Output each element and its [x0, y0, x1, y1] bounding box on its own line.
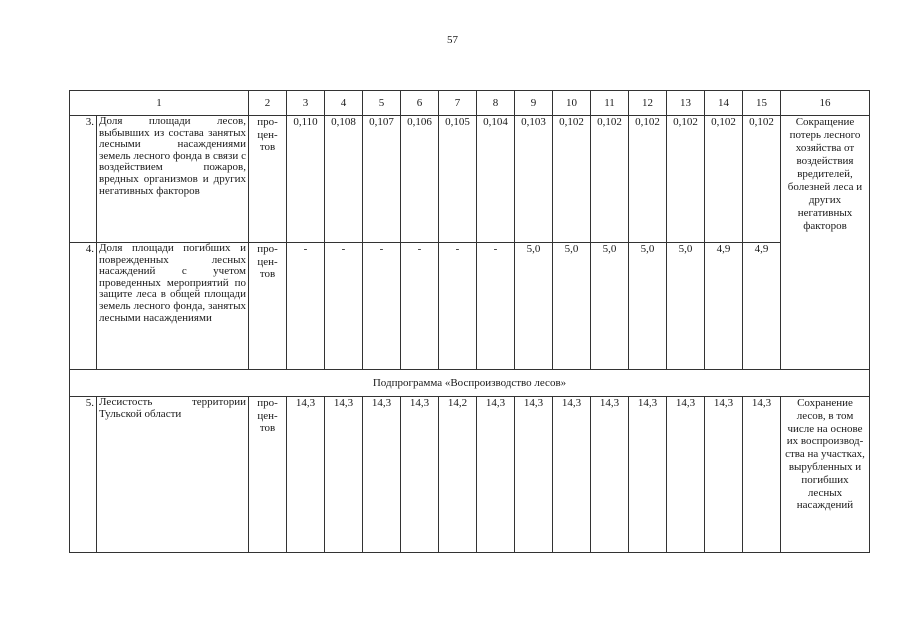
header-cell: 16 [781, 91, 870, 116]
unit-text: цен- [257, 409, 278, 422]
header-cell: 15 [743, 91, 781, 116]
table-row [70, 397, 870, 553]
value-cell: 0,104 [477, 116, 515, 243]
header-cell: 2 [249, 91, 287, 116]
unit-text: тов [259, 141, 276, 153]
value-cell: 5,0 [515, 243, 553, 370]
header-cell: 3 [287, 91, 325, 116]
value-cell: 14,3 [629, 397, 667, 553]
header-cell: 14 [705, 91, 743, 116]
table-row [70, 243, 870, 370]
value-cell: 5,0 [553, 243, 591, 370]
row-number: 5. [70, 397, 97, 553]
value-cell: 14,3 [325, 397, 363, 553]
note-cell: Сокращение потерь лесного хозяйства от воздействия вредителей, болезней леса и других негативных факторов [781, 116, 870, 370]
header-cell: 8 [477, 91, 515, 116]
value-cell: 14,3 [287, 397, 325, 553]
value-cell: 14,3 [553, 397, 591, 553]
value-cell: 0,107 [363, 116, 401, 243]
value-cell: 0,102 [591, 116, 629, 243]
table-row [70, 116, 870, 243]
header-cell: 11 [591, 91, 629, 116]
value-cell: 5,0 [591, 243, 629, 370]
value-cell: - [401, 243, 439, 370]
unit-text: про- [257, 116, 278, 128]
value-cell: 0,106 [401, 116, 439, 243]
unit-text: цен- [257, 128, 278, 141]
header-cell: 4 [325, 91, 363, 116]
value-cell: 14,3 [667, 397, 705, 553]
indicator-description: Доля площади лесов, выбывших из состава занятых лесными насаждениями земель лесного фонда в связи с воздействием пожаров, вредных организмов и других негативных факторов [97, 116, 249, 243]
header-row [70, 91, 870, 116]
value-cell: 0,105 [439, 116, 477, 243]
value-cell: 0,102 [629, 116, 667, 243]
value-cell: 14,3 [743, 397, 781, 553]
header-cell: 10 [553, 91, 591, 116]
value-cell: 14,2 [439, 397, 477, 553]
header-cell: 13 [667, 91, 705, 116]
indicator-description: Доля площади погибших и поврежденных лесных насаждений с учетом проведенных мероприятий по защите леса в общей площади земель лесного фонда, занятых лесными насаждениями [97, 243, 249, 370]
indicators-table [69, 90, 870, 553]
unit-cell [249, 116, 287, 243]
value-cell: 14,3 [705, 397, 743, 553]
value-cell: 0,102 [743, 116, 781, 243]
unit-text: цен- [257, 255, 278, 268]
subprogram-title: Подпрограмма «Воспроизводство лесов» [70, 370, 870, 397]
value-cell: 4,9 [705, 243, 743, 370]
value-cell: 14,3 [363, 397, 401, 553]
value-cell: 0,110 [287, 116, 325, 243]
header-cell: 9 [515, 91, 553, 116]
value-cell: 4,9 [743, 243, 781, 370]
page-number: 57 [447, 34, 458, 46]
unit-text: тов [259, 422, 276, 434]
value-cell: 0,103 [515, 116, 553, 243]
unit-cell [249, 243, 287, 370]
unit-text: тов [259, 268, 276, 280]
row-number: 3. [70, 116, 97, 243]
header-cell: 1 [70, 91, 249, 116]
header-cell: 6 [401, 91, 439, 116]
unit-cell [249, 397, 287, 553]
value-cell: 14,3 [401, 397, 439, 553]
row-number: 4. [70, 243, 97, 370]
value-cell: 5,0 [667, 243, 705, 370]
value-cell: 0,102 [705, 116, 743, 243]
indicator-description: Лесистость территории Тульской области [97, 397, 249, 553]
header-cell: 5 [363, 91, 401, 116]
value-cell: 0,102 [553, 116, 591, 243]
value-cell: - [439, 243, 477, 370]
value-cell: 14,3 [477, 397, 515, 553]
value-cell: 5,0 [629, 243, 667, 370]
header-cell: 7 [439, 91, 477, 116]
unit-text: про- [257, 397, 278, 409]
subprogram-row [70, 370, 870, 397]
value-cell: 14,3 [591, 397, 629, 553]
value-cell: 0,108 [325, 116, 363, 243]
value-cell: - [287, 243, 325, 370]
value-cell: 0,102 [667, 116, 705, 243]
value-cell: - [325, 243, 363, 370]
unit-text: про- [257, 243, 278, 255]
note-cell: Сохранение лесов, в том числе на основе их воспроизвод-ства на участках, вырубленных и погибших лесных насаждений [781, 397, 870, 553]
value-cell: 14,3 [515, 397, 553, 553]
value-cell: - [477, 243, 515, 370]
header-cell: 12 [629, 91, 667, 116]
value-cell: - [363, 243, 401, 370]
